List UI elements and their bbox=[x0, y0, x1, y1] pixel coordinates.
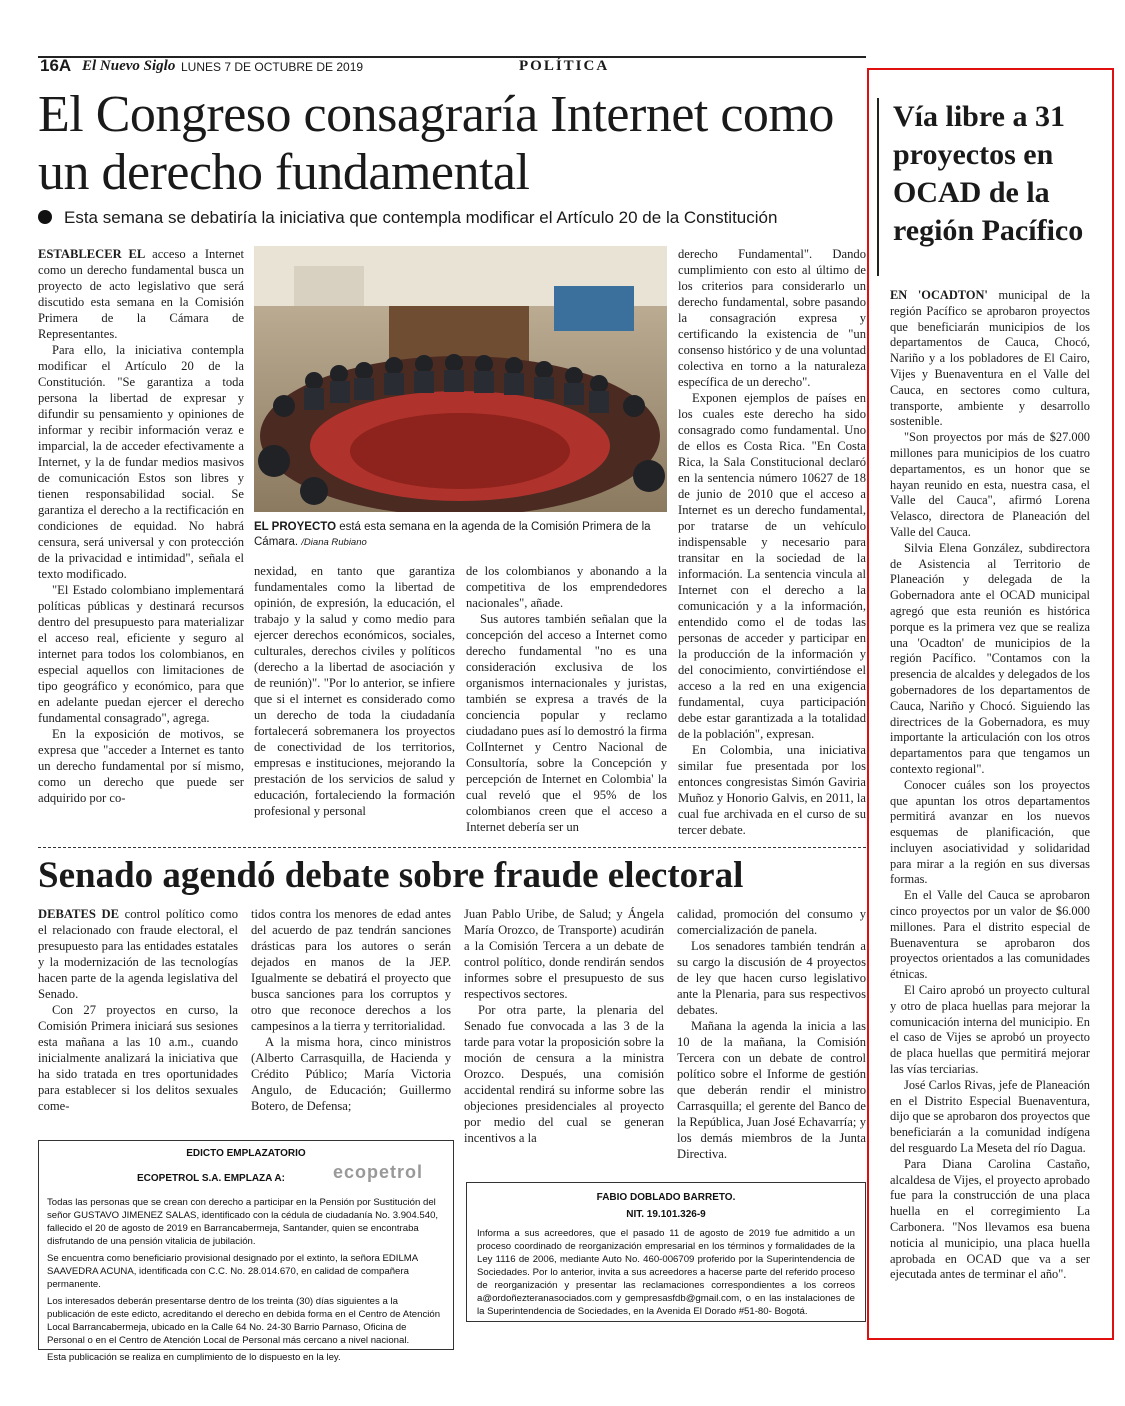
lead-in: DEBATES DE bbox=[38, 907, 119, 921]
paragraph: En la exposición de motivos, se expresa que "acceder a Internet es tanto un derecho fundamental por sí mismo, como un derecho que puede ser adquirido por co- bbox=[38, 727, 244, 805]
article2-column-3 bbox=[464, 906, 664, 1168]
page-number: 16A bbox=[40, 56, 72, 75]
lead-in: ESTABLECER EL bbox=[38, 247, 146, 261]
paragraph: tidos contra los menores de edad antes del acuerdo de paz tendrán sanciones drásticas para los autores o serán dejados en manos de la JEP. Igualmente se debatirá el proyecto que busca sanciones para los corruptos y otro que reconoce derechos a los campesinos a la tierra y territorialidad. bbox=[251, 907, 451, 1033]
paragraph: derecho Fundamental". Dando cumplimiento con esto al último de los criterios para considerarlo un derecho fundamental, sobre pasando la consagración expresa y certificando la existencia de "un consenso histórico y de una voluntad colectiva en torno a la naturaleza específica de un derecho". bbox=[678, 247, 866, 389]
paragraph: "El Estado colombiano implementará políticas públicas y destinará recursos dentro del presupuesto para materializar el acceso real, eficiente y seguro al internet para todos los colombianos, en especial aquellos con limitaciones de tipo geográfico y económico, para que en adelante puedan ejercer el derecho fundamental consagrado", agrega. bbox=[38, 583, 244, 725]
article2-column-4 bbox=[677, 906, 866, 1168]
paragraph: Con 27 proyectos en curso, la Comisión Primera iniciará sus sesiones esta mañana a las 10 a.m., cuando inicialmente analizará la iniciativa que ha sido tratada en tres oportunidades para establecer si los delitos sexuales come- bbox=[38, 1003, 238, 1113]
paragraph: Para Diana Carolina Castaño, alcaldesa de Vijes, el proyecto aprobado fue para la construcción de una placa huella en el corregimiento La Carbonera. "Nos llevamos esa buena noticia al municipio, una placa huella aprobada en OCAD que va a ser ejecutada antes de terminar el año". bbox=[890, 1156, 1090, 1282]
paragraph-text: municipal de la región Pacífico se aprobaron proyectos que beneficiarán municipios de los departamentos de Cauca, Chocó, Nariño y a los pobladores de El Cairo, Vijes y Buenaventura en el Valle del Cauca, en sectores como cultura, transporte, ambiente y desarrollo sostenible. bbox=[890, 288, 1090, 429]
notice-paragraph: Los interesados deberán presentarse dentro de los treinta (30) días siguientes a la publicación de este edicto, acreditando el derecho en debida forma en el Centro de Atención Local Barrancabermeja, ubicado en la Calle 64 No. 24-30 Barrio Parnaso, Oficina de Personal o en el Centro de Atención Local de Personal más cercano a nivel nacional. bbox=[47, 1296, 441, 1346]
issue-date: LUNES 7 DE OCTUBRE DE 2019 bbox=[181, 60, 364, 74]
paragraph: Mañana la agenda la inicia a las 10 de la mañana, la Comisión Tercera con un debate de control político sobre el Informe de gestión que deberán rendir el ministro Carrasquilla; el gerente del Banco de la República, Juan José Echavarría; y los demás miembros de la Junta Directiva. bbox=[677, 1019, 866, 1161]
paragraph: Sus autores también señalan que la concepción del acceso a Internet como derecho fundamental "no es una consideración exclusiva de los organismos internacionales y juristas, también se expresa a través de la conciencia popular y reclamo ciudadano pues así lo demostró la firma ColInternet y Centro Nacional de Consultoría, sobre la Concepción y percepción de Internet en Colombia' la cual reveló que el 95% de los colombianos creen que el acceso a Internet debería ser un bbox=[466, 612, 667, 834]
legal-notice-reorganization bbox=[466, 1182, 866, 1322]
paragraph-text: control político como el relacionado con fraude electoral, el presupuesto para las entidades estatales y la modernización de las tecnologías hacen parte de la agenda legislativa del Senado. bbox=[38, 907, 238, 1001]
sidebar-headline: Vía libre a 31 proyectos en OCAD de la región Pacífico bbox=[893, 100, 1084, 247]
paragraph: Para ello, la iniciativa contempla modificar el Artículo 20 de la Constitución. "Se garantiza a toda persona la libertad de expresar y difundir su pensamiento y opiniones de informar y recibir información veraz e imparcial, la de acceder efectivamente a Internet, y la de fundar medios masivos de comunicación Estos son libres y tienen responsabilidad social. Se garantiza el derecho a la rectificación en condiciones de equidad. No habrá censura, será universal y con protección de la privacidad e intimidad", señala el texto modificado. bbox=[38, 343, 244, 581]
chamber-photo-illustration bbox=[254, 246, 667, 512]
sidebar-title-rule bbox=[877, 98, 879, 276]
notice-nit: NIT. 19.101.326-9 bbox=[626, 1209, 706, 1220]
notice-title: FABIO DOBLADO BARRETO. bbox=[596, 1192, 736, 1203]
paragraph: José Carlos Rivas, jefe de Planeación en el Distrito Especial Buenaventura, dijo que se aprobaron dos proyectos que beneficiarán a la comunidad indígena del resguardo La Meseta del río Dagua. bbox=[890, 1077, 1090, 1156]
paragraph: En el Valle del Cauca se aprobaron cinco proyectos por un valor de $6.000 millones. Para el distrito especial de Buenaventura se aprobaron dos proyectos orientados a las comunidades étnicas. bbox=[890, 888, 1090, 982]
paragraph bbox=[38, 246, 244, 342]
article2-headline: Senado agendó debate sobre fraude electoral bbox=[38, 855, 744, 896]
congress-photo bbox=[254, 246, 667, 512]
paragraph: Por otra parte, la plenaria del Senado fue convocada a las 3 de la tarde para votar la proposición sobre la moción de censura a la ministra Orozco. Después, una comisión accidental rendirá su informe sobre las objeciones presidenciales al proyecto por medio del cual se generan incentivos a la bbox=[464, 1003, 664, 1145]
section-divider bbox=[38, 847, 866, 848]
newspaper-name: El Nuevo Siglo bbox=[82, 58, 176, 74]
paragraph: En Colombia, una iniciativa similar fue presentada por los entonces congresistas Simón Gaviria Muñoz y Honorio Galvis, en 2011, la cual fue archivada en el curso de su tercer debate. bbox=[678, 743, 866, 837]
paragraph: Juan Pablo Uribe, de Salud; y Ángela María Orozco, de Transporte) acudirán a la Comisión Tercera a un debate de control político, donde rendirán sendos informes sobre el presupuesto de sus respectivos sectores. bbox=[464, 907, 664, 1001]
photo-caption bbox=[254, 520, 667, 550]
photo-credit: /Diana Rubiano bbox=[301, 537, 367, 548]
paragraph: calidad, promoción del consumo y comercialización de panela. bbox=[677, 907, 866, 937]
bullet-icon bbox=[38, 210, 52, 224]
legal-notice-ecopetrol bbox=[38, 1140, 454, 1363]
article1-column-4 bbox=[678, 246, 866, 840]
notice-subtitle: ECOPETROL S.A. EMPLAZA A: bbox=[137, 1173, 285, 1184]
article-headline: El Congreso consagraría Internet como un derecho fundamental bbox=[38, 86, 834, 201]
paragraph: A la misma hora, cinco ministros (Alberto Carrasquilla, de Hacienda y Crédito Público; María Victoria Angulo, de Educación; Guillermo Botero, de Defensa; bbox=[251, 1035, 451, 1113]
notice-title: EDICTO EMPLAZATORIO bbox=[186, 1148, 306, 1159]
paragraph: Silvia Elena González, subdirectora de Asistencia al Territorio de Planeación y delegada de la Gobernadora ante el OCAD municipal agregó que esta reunión es histórica porque es la primera vez que se realiza una 'Ocadton' de municipios de la región Pacífico. "Contamos con la presencia de alcaldes y delegados de los gobernadores de los departamentos de Cauca, Nariño y Chocó. Siguiendo las directrices de la Gobernadora, es muy importante la articulación con los otros departamentos para que tengamos un contexto regional". bbox=[890, 540, 1090, 776]
section-name: POLÍTICA bbox=[519, 58, 610, 74]
notice-body: Informa a sus acreedores, que el pasado 11 de agosto de 2019 fue admitido a un proceso coordinado de reorganización empresarial en los términos y formalidades de la Ley 1116 de 2006, mediante Auto No. 460-006709 proferido por la Superintendencia de Sociedades. Por lo anterior, invita a sus acreedores a hacerse parte del referido proceso de reorganización y presentar las reclamaciones correspondientes a los correos a@ordoñezteranasociados.com y gempresasfdb@gmail.com, o en las instalaciones de la Superintendencia de Sociedades, en la Avenida El Dorado #51-80- Bogotá. bbox=[477, 1228, 855, 1317]
ecopetrol-logo bbox=[332, 1162, 423, 1182]
article2-column-1 bbox=[38, 906, 238, 1134]
article1-column-3 bbox=[466, 563, 667, 840]
logo-text: ecopetrol bbox=[332, 1162, 423, 1182]
notice-paragraph: Se encuentra como beneficiario provisional designado por el extinto, la señora EDILMA SAAVEDRA ACUNA, identificada con C.C. No. 28.014.670, en calidad de compañera permanente. bbox=[47, 1253, 418, 1290]
article1-column-1 bbox=[38, 246, 244, 840]
caption-text: está esta semana en la agenda de la Comisión Primera de la Cámara. bbox=[254, 521, 651, 548]
paragraph: Los senadores también tendrán a su cargo la discusión de 4 proyectos de ley que hacen curso legislativo ante la Plenaria, para sus respectivos debates. bbox=[677, 939, 866, 1017]
paragraph: El Cairo aprobó un proyecto cultural y otro de placa huellas para mejorar la comunicación interna del municipio. En el caso de Vijes se aprobó un proyecto de placa huellas que permitirá mejorar las vías terciarias. bbox=[890, 983, 1090, 1077]
paragraph bbox=[38, 906, 238, 1002]
deck-text: Esta semana se debatiría la iniciativa que contempla modificar el Artículo 20 de la Constitución bbox=[64, 208, 778, 227]
notice-paragraph: Esta publicación se realiza en cumplimiento de lo dispuesto en la ley. bbox=[47, 1352, 341, 1363]
caption-lead: EL PROYECTO bbox=[254, 521, 337, 533]
paragraph: de los colombianos y abonando a la competitiva de los emprendedores nacionales", añade. bbox=[466, 564, 667, 610]
article1-column-2 bbox=[254, 563, 455, 840]
paragraph: nexidad, en tanto que garantiza fundamentales como la libertad de opinión, de expresión, la educación, el trabajo y la salud y como medio para ejercer derechos económicos, sociales, culturales, derechos civiles y políticos (derecho a la libertad de asociación y de reunión)". "Por lo anterior, se infiere que si el internet es considerado como un derecho de toda la ciudadanía fortalecerá sobremanera los proyectos de conectividad de los territorios, empresas e instituciones, mejorando la prestación de los servicios de salud y educación, fortaleciendo la formación profesional y personal bbox=[254, 564, 455, 818]
sidebar-article-body bbox=[890, 288, 1090, 1338]
paragraph: Conocer cuáles son los proyectos que apuntan los otros departamentos permitirá avanzar en los nuevos esquemas de planificación, que incluyen asociatividad y solidaridad para mirar a la región en sus diversas formas. bbox=[890, 777, 1090, 887]
lead-in: EN 'OCADTON' bbox=[890, 288, 988, 302]
article2-column-2 bbox=[251, 906, 451, 1134]
notice-header bbox=[47, 1162, 445, 1192]
notice-paragraph: Todas las personas que se crean con derecho a participar en la Pensión por Sustitución del señor GUSTAVO JIMENEZ SALAS, identificado con la cédula de ciudadanía No. 3.904.540, fallecido el 20 de agosto de 2019 en Barrancabermeja, Santander, quien se encontraba disfrutando de una pensión vitalicia de jubilación. bbox=[47, 1197, 439, 1247]
article-deck bbox=[38, 208, 868, 228]
paragraph: "Son proyectos por más de $27.000 millones para municipios de los cuatro departamentos, es un honor que se hayan reunido en esta, nuestra casa, el Valle del Cauca", afirmó Lorena Velasco, directora de Planeación del Valle del Cauca. bbox=[890, 430, 1090, 539]
paragraph: Exponen ejemplos de países en los cuales este derecho ha sido consagrado como fundamental. Uno de ellos es Costa Rica. "En Costa Rica, la Sala Constitucional declaró en la sentencia número 10627 de 18 de junio de 2010 que el acceso a Internet es un derecho fundamental, por tratarse de un vehículo indispensable y necesario para transitar en la sociedad de la información. La sentencia vincula al Internet con el derecho a la comunicación y a la información, entendido como el de todas las personas de acceder y participar en la producción de la información y del conocimiento, convirtiéndose el acceso a la red en una exigencia fundamental, cuya participación debe estar garantizada a la totalidad de la población", expresan. bbox=[678, 391, 866, 741]
paragraph bbox=[890, 288, 1090, 430]
paragraph-text: acceso a Internet como un derecho fundamental busca un proyecto de acto legislativo que será discutido esta semana en la Comisión Primera de la Cámara de Representantes. bbox=[38, 247, 244, 341]
